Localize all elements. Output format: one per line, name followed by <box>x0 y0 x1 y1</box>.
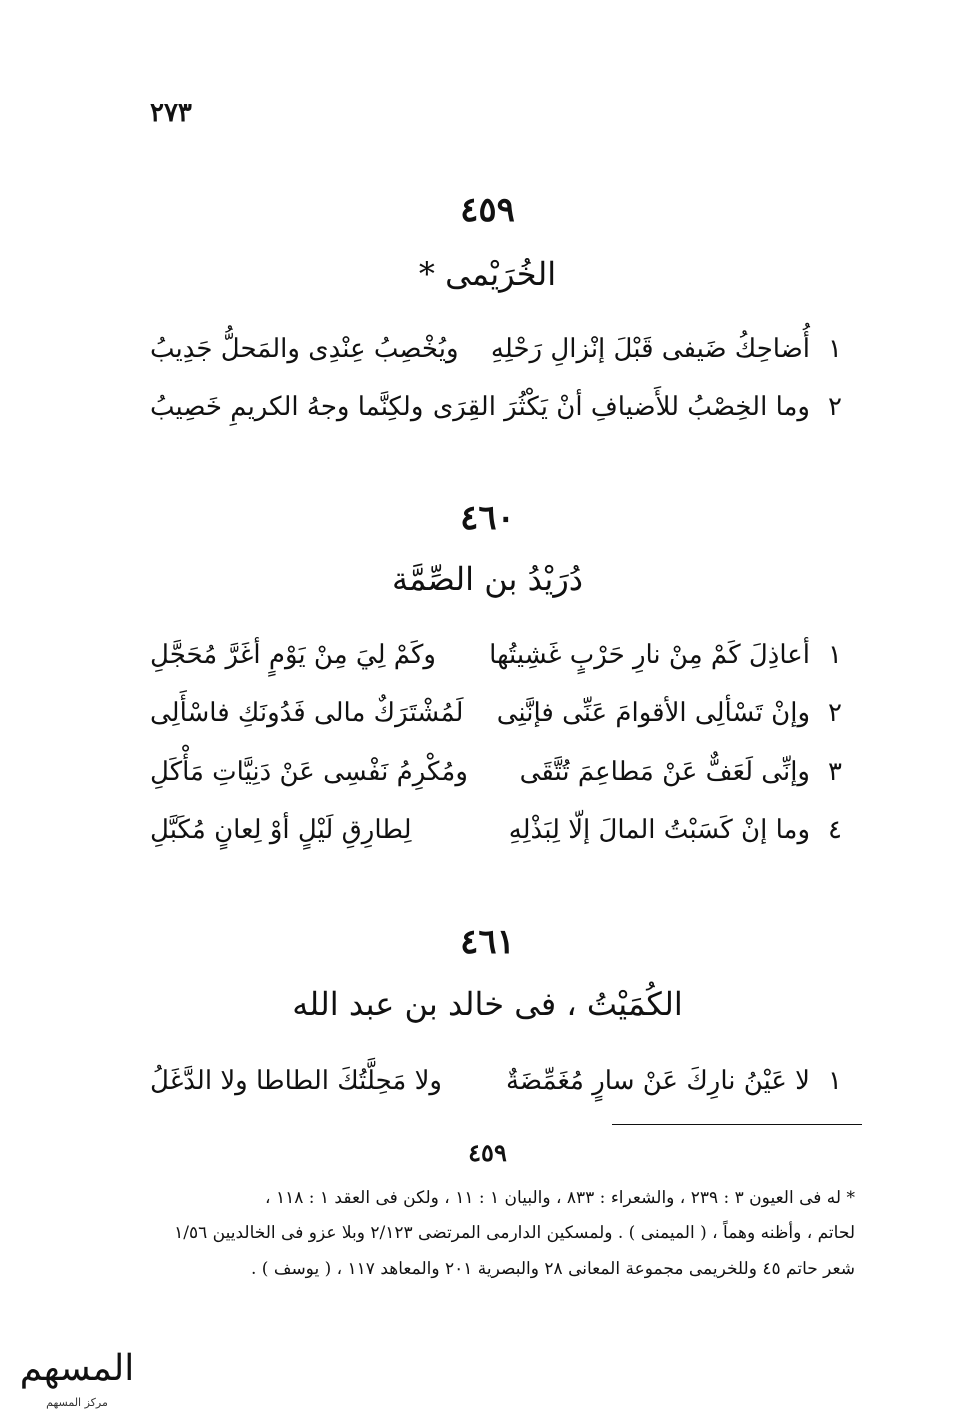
second-hemistich: ويُخْصِبُ عِنْدِى والمَحلُّ جَدِيبُ <box>150 334 459 364</box>
verse-number: ٣ <box>828 757 842 787</box>
first-hemistich: أعاذِلَ كَمْ مِنْ نارِ حَرْبٍ غَشِيتُها <box>489 640 810 670</box>
first-hemistich: وما إنْ كَسَبْتُ المالَ إلّا لِبَذْلِهِ <box>508 815 810 845</box>
verse-number: ١ <box>828 640 842 670</box>
footnote-line-2: لحاتم ، وأظنه وهماً ، ( الميمنى ) . ولمسكين الدارمى المرتضى ٢/١٢٣ وبلا عزو فى الخالديين ١/٥٦ <box>174 1223 855 1243</box>
footnote-heading: ٤٥٩ <box>468 1138 507 1167</box>
page-number: ٢٧٣ <box>150 98 192 128</box>
first-hemistich: وإنْ تَسْألِى الأقوامَ عَنِّى فإنَّنِى <box>496 698 810 728</box>
poem-title-461: الكُمَيْتُ ، فى خالد بن عبد الله <box>292 985 683 1023</box>
verse-number: ٢ <box>828 392 842 422</box>
verse-number: ١ <box>828 334 842 364</box>
verse-number: ٤ <box>828 815 842 845</box>
first-hemistich: وما الخِصْبُ للأَضيافِ أنْ يَكْثُرَ القِرَى <box>432 392 810 422</box>
second-hemistich: وكَمْ لِيَ مِنْ يَوْمٍ أغَرَّ مُحَجَّلِ <box>150 640 436 670</box>
watermark-logo-icon <box>10 1340 145 1415</box>
footnote-separator <box>612 1124 862 1125</box>
second-hemistich: لَمُشْتَرَكٌ مالى فَدُونَكِ فاسْأَلِى <box>150 698 464 728</box>
watermark-subtext: مركز المسهم <box>46 1396 108 1409</box>
second-hemistich: لِطارِقِ لَيْلٍ أوْ لِعانٍ مُكَبَّلِ <box>150 815 412 845</box>
second-hemistich: ومُكْرِمُ نَفْسِى عَنْ دَنِيَّاتِ مَأْكَلِ <box>150 757 468 787</box>
poem-title-459: الخُرَيْمى * <box>418 255 557 293</box>
first-hemistich: لا عَيْنُ نارِكَ عَنْ سارٍ مُغَمِّضَةٌ <box>505 1066 810 1096</box>
second-hemistich: ولا مَحِلَّتُكَ الطاطا ولا الدَّغَلُ <box>150 1066 442 1096</box>
verse-459-2 <box>150 392 850 436</box>
verse-460-2 <box>150 698 850 742</box>
watermark-logo <box>10 1340 145 1415</box>
verse-number: ٢ <box>828 698 842 728</box>
poem-number-460: ٤٦٠ <box>460 498 515 538</box>
verse-460-4 <box>150 815 850 859</box>
verse-number: ١ <box>828 1066 842 1096</box>
first-hemistich: وإنِّى لَعَفٌّ عَنْ مَطاعِمَ تُتَّقَى <box>519 757 810 787</box>
footnote-line-1: * له فى العيون ٣ : ٢٣٩ ، والشعراء : ٨٣٣ ، والبيان ١ : ١١ ، ولكن فى العقد ١ : ١١٨ ، <box>265 1188 855 1208</box>
watermark-text: المسهم <box>19 1348 135 1389</box>
poem-number-459: ٤٥٩ <box>460 190 515 230</box>
verse-460-3 <box>150 757 850 801</box>
poem-title-460: دُرَيْدُ بن الصِّمَّة <box>391 560 584 598</box>
verse-459-1 <box>150 334 850 378</box>
verse-461-1 <box>150 1066 850 1110</box>
poem-number-461: ٤٦١ <box>460 922 515 962</box>
verse-460-1 <box>150 640 850 684</box>
footnote-line-3: شعر حاتم ٤٥ وللخريمى مجموعة المعانى ٢٨ والبصرية ٢٠١ والمعاهد ١١٧ ، ( يوسف ) . <box>251 1259 855 1279</box>
first-hemistich: أُضاحِكُ ضَيفى قَبْلَ إنْزالِ رَحْلِهِ <box>490 334 810 364</box>
second-hemistich: ولكِنَّما وجهُ الكريمِ خَصِيبُ <box>150 392 424 422</box>
